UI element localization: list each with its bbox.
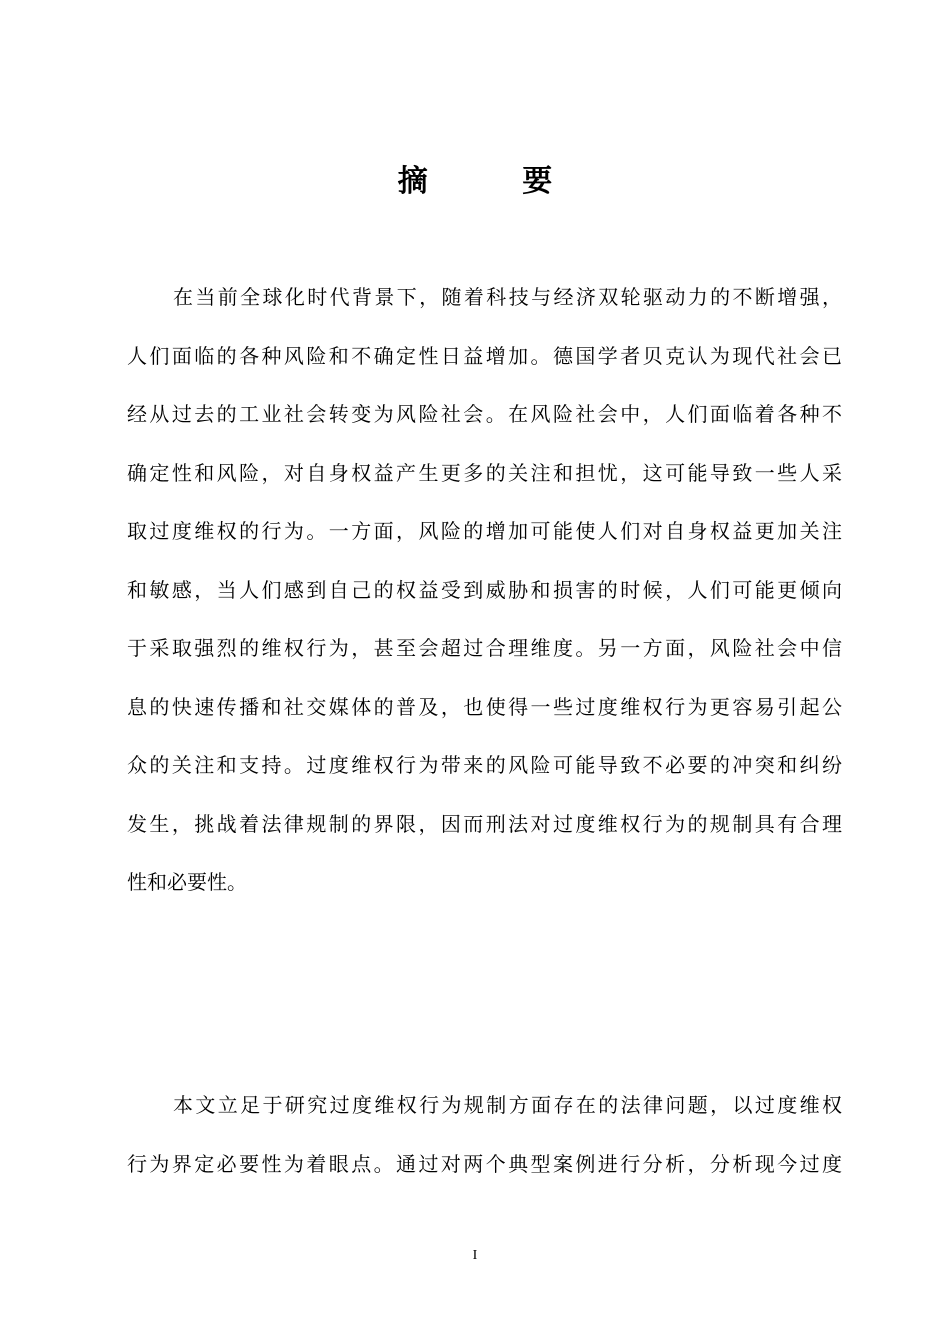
paragraph-line: 本文立足于研究过度维权行为规制方面存在的法律问题，以过度维权	[173, 1093, 842, 1117]
page-number: I	[472, 1248, 478, 1263]
abstract-heading: 摘 要	[397, 164, 595, 199]
paragraph-line: 和敏感，当人们感到自己的权益受到威胁和损害的时候，人们可能更倾向	[127, 577, 842, 602]
abstract-paragraph-2	[127, 1076, 842, 1193]
abstract-paragraph-1	[127, 268, 842, 912]
paragraph-line: 息的快速传播和社交媒体的普及，也使得一些过度维权行为更容易引起公	[127, 694, 842, 719]
paragraph-line: 取过度维权的行为。一方面，风险的增加可能使人们对自身权益更加关注	[127, 519, 842, 543]
paragraph-line: 人们面临的各种风险和不确定性日益增加。德国学者贝克认为现代社会已	[127, 343, 842, 368]
paragraph-line: 确定性和风险，对自身权益产生更多的关注和担忧，这可能导致一些人采	[127, 460, 842, 485]
paragraph-line: 于采取强烈的维权行为，甚至会超过合理维度。另一方面，风险社会中信	[127, 636, 842, 660]
paragraph-line: 发生，挑战着法律规制的界限，因而刑法对过度维权行为的规制具有合理	[127, 811, 842, 836]
paragraph-line: 众的关注和支持。过度维权行为带来的风险可能导致不必要的冲突和纠纷	[127, 753, 842, 777]
paragraph-line: 经从过去的工业社会转变为风险社会。在风险社会中，人们面临着各种不	[127, 402, 842, 426]
paragraph-line: 性和必要性。	[127, 870, 247, 894]
paragraph-line: 在当前全球化时代背景下，随着科技与经济双轮驱动力的不断增强，	[173, 285, 842, 309]
paragraph-line: 行为界定必要性为着眼点。通过对两个典型案例进行分析，分析现今过度	[127, 1151, 842, 1176]
